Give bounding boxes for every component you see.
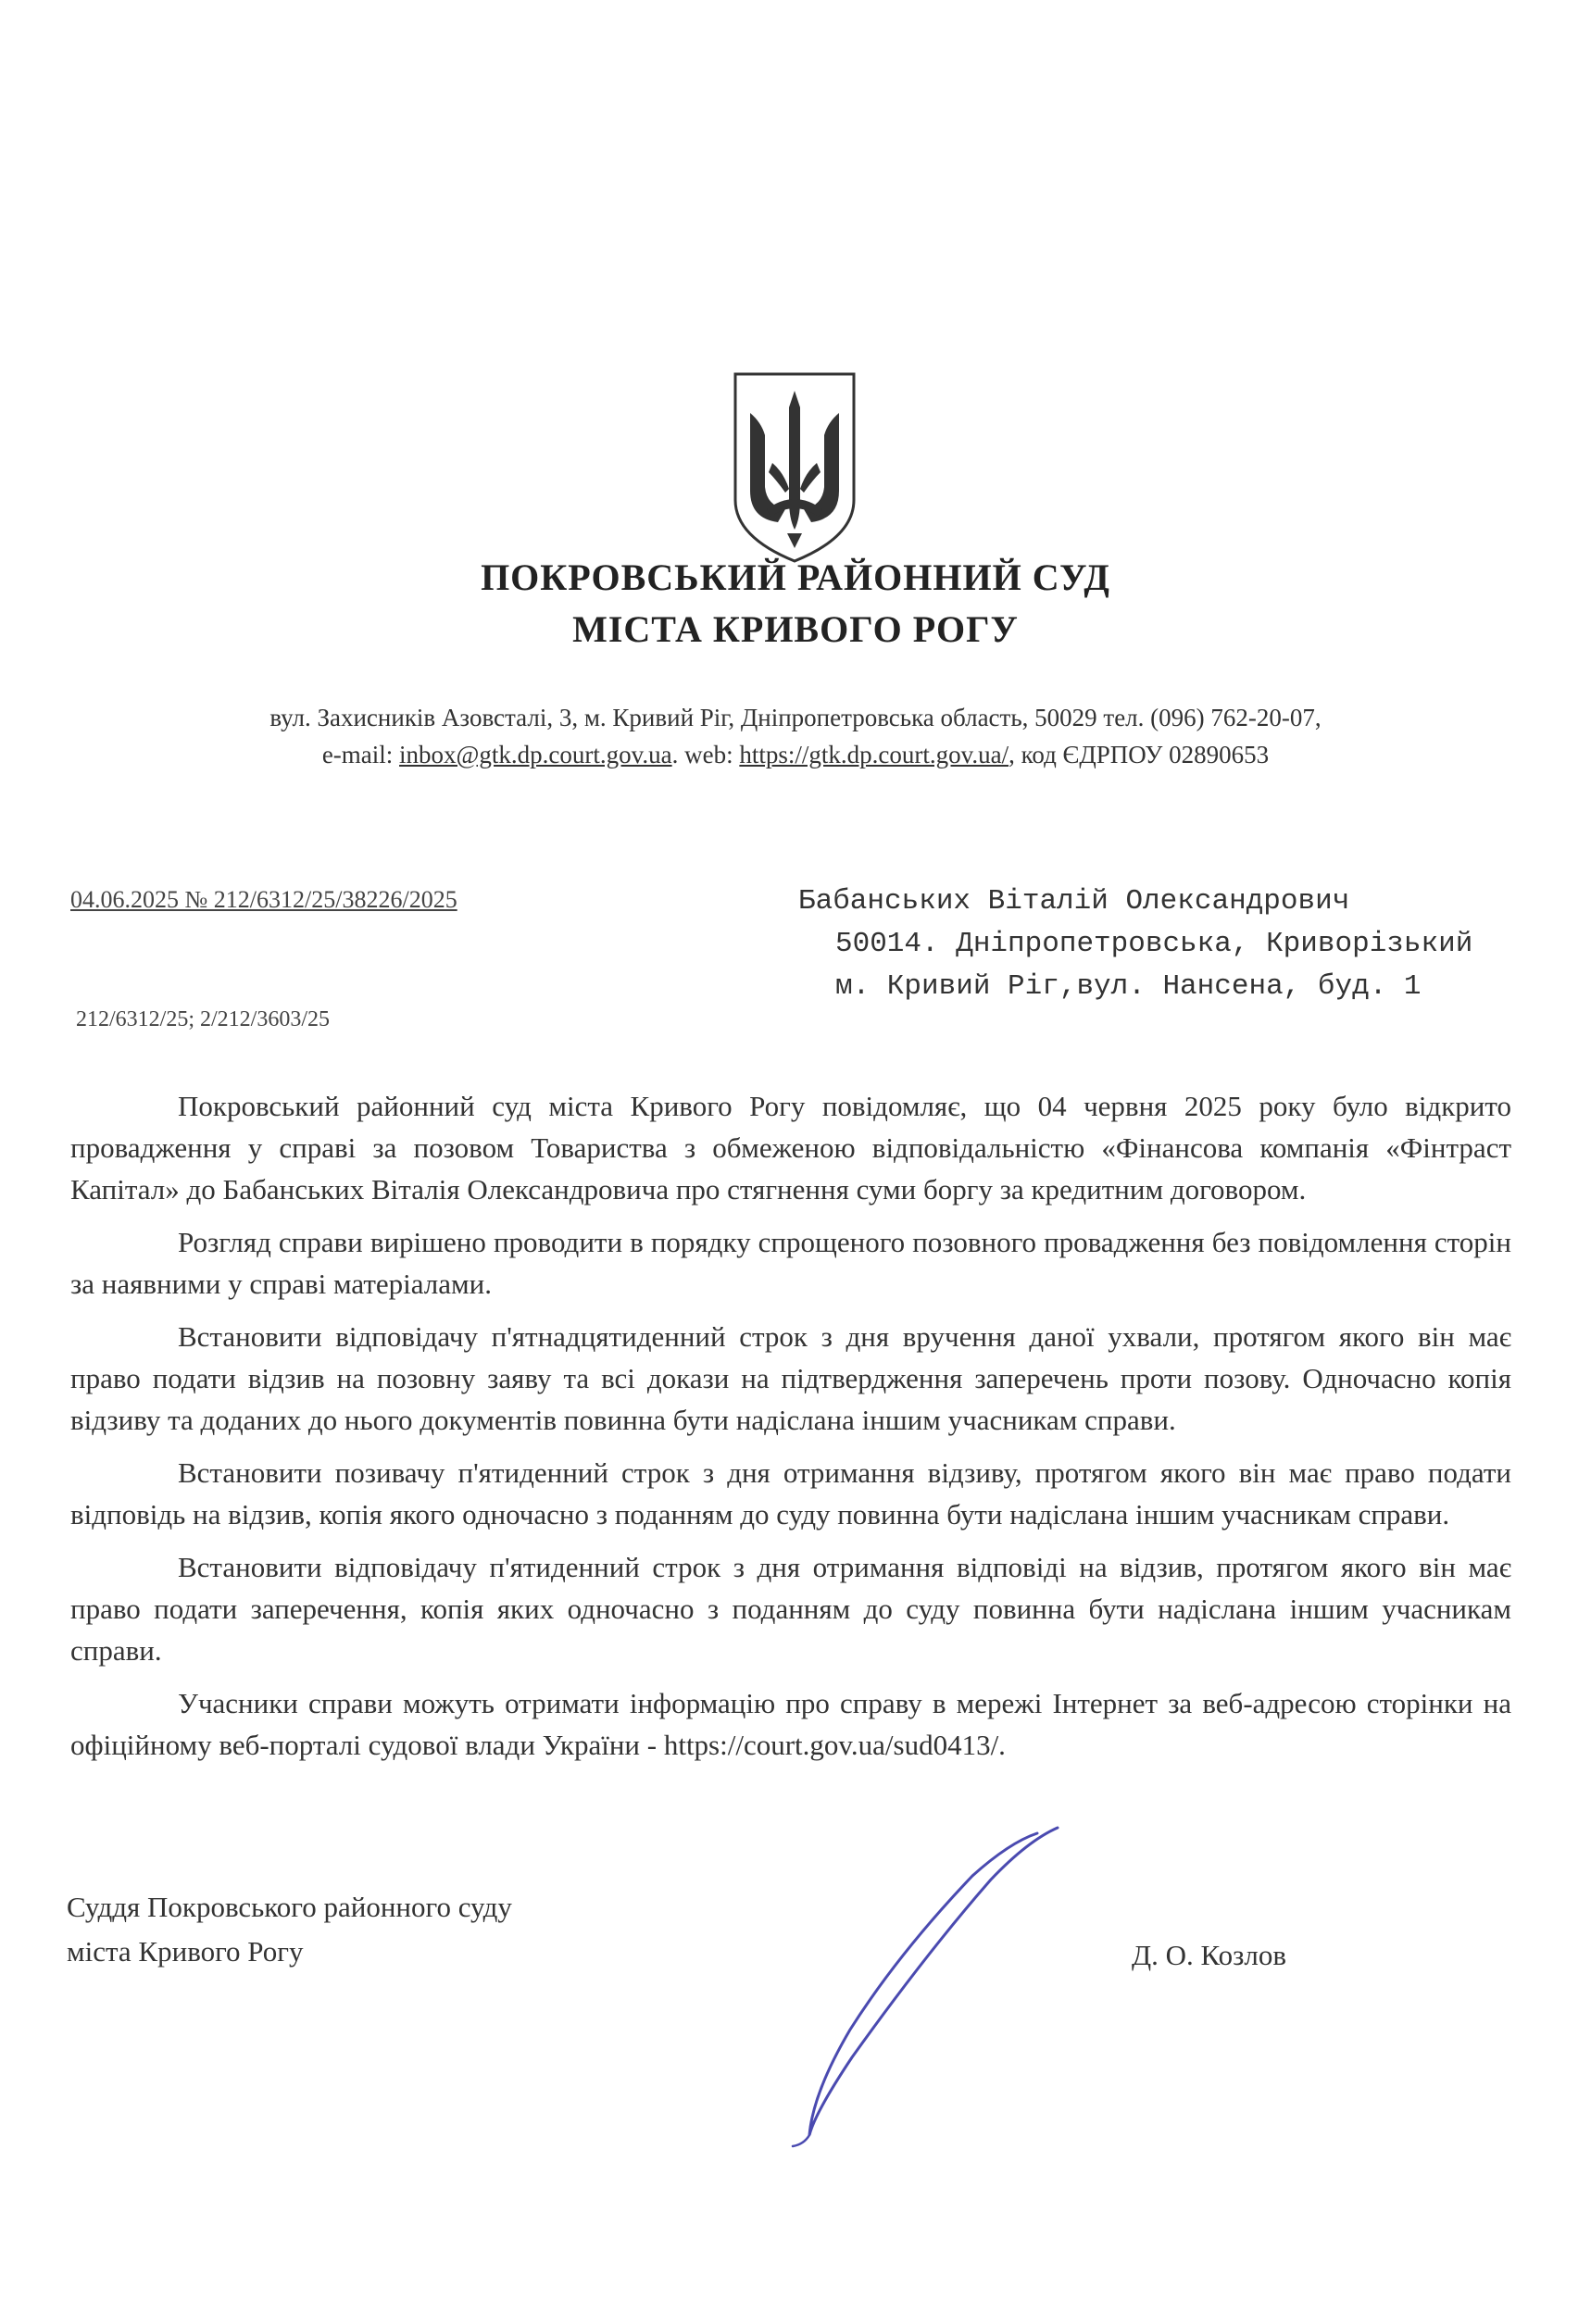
court-contacts (0, 741, 1591, 769)
court-name-line1: ПОКРОВСЬКИЙ РАЙОННИЙ СУД (481, 556, 1110, 598)
body-paragraph: Встановити відповідачу п'ятнадцятиденний строк з дня вручення даної ухвали, протягом якого він має право подати відзив на позовну заяву та всі докази на підтвердження заперечень проти позову. Одночасно копія відзиву та доданих до нього документів повинна бути надіслана іншим учасникам справи. (70, 1320, 1511, 1436)
edrpou-code: , код ЄДРПОУ 02890653 (1008, 741, 1270, 768)
email-label: e-mail: (321, 741, 400, 768)
ukraine-trident-emblem-icon (730, 370, 859, 565)
body-paragraph: Учасники справи можуть отримати інформацію про справу в мережі Інтернет за веб-адресою сторінки на офіційному веб-порталі судової влади України - https://court.gov.ua/sud0413/. (70, 1687, 1511, 1761)
signature-stroke (809, 1828, 1058, 2135)
body-paragraph: Встановити відповідачу п'ятиденний строк з дня отримання відповіді на відзив, протягом якого він має право подати заперечення, копія яких одночасно з поданням до суду повинна бути надіслана іншим учасникам справи. (70, 1551, 1511, 1667)
body-paragraph: Розгляд справи вирішено проводити в порядку спрощеного позовного провадження без повідомлення сторін за наявними у справі матеріалами. (70, 1226, 1511, 1300)
body-paragraph: Встановити позивачу п'ятиденний строк з дня отримання відзиву, протягом якого він має право подати відповідь на відзив, копія якого одночасно з поданням до суду повинна бути надіслана іншим учасникам справи. (70, 1456, 1511, 1531)
letter-body (70, 1085, 1511, 1777)
court-name-line2: МІСТА КРИВОГО РОГУ (572, 608, 1019, 650)
signature-stroke (793, 2135, 809, 2146)
handwritten-signature (759, 1815, 1074, 2148)
signer-position-line1: Суддя Покровського районного суду (67, 1891, 512, 1923)
web-label: . web: (671, 741, 740, 768)
case-reference: 212/6312/25; 2/212/3603/25 (76, 1007, 331, 1031)
court-address: вул. Захисників Азовсталі, 3, м. Кривий Ріг, Дніпропетровська область, 50029 тел. (096) 762-20-07, (269, 704, 1322, 731)
signer-name: Д. О. Козлов (1132, 1939, 1287, 1971)
recipient-address-line2: м. Кривий Ріг,вул. Нансена, буд. 1 (835, 970, 1422, 1003)
email-link[interactable]: inbox@gtk.dp.court.gov.ua (399, 741, 672, 768)
recipient-name: Бабанських Віталій Олександрович (798, 885, 1350, 918)
body-paragraph: Покровський районний суд міста Кривого Рогу повідомляє, що 04 червня 2025 року було відкрито провадження у справі за позовом Товариства з обмеженою відповідальністю «Фінансова компанія «Фінтраст Капітал» до Бабанських Віталія Олександровича про стягнення суми боргу за кредитним договором. (70, 1090, 1511, 1206)
recipient-address-line1: 50014. Дніпропетровська, Криворізький (835, 928, 1473, 960)
outgoing-reference: 04.06.2025 № 212/6312/25/38226/2025 (70, 886, 457, 913)
signer-position-line2: міста Кривого Рогу (67, 1935, 304, 1968)
web-link[interactable]: https://gtk.dp.court.gov.ua/ (739, 741, 1009, 768)
